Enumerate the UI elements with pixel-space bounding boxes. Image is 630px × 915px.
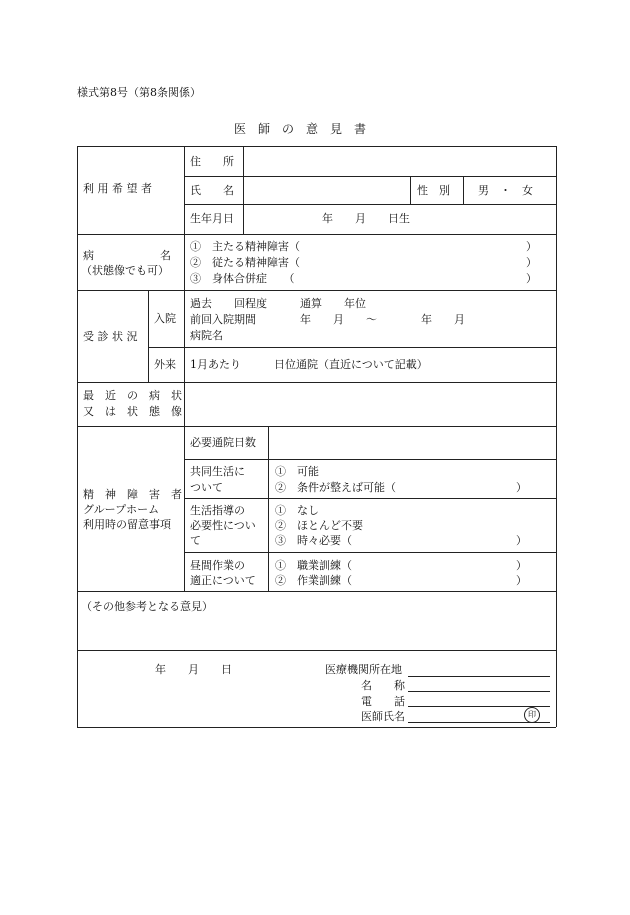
birthdate-value: 年 月 日生: [322, 212, 410, 225]
daytime-option-close: ）: [516, 574, 527, 587]
disease-item-close: ）: [526, 272, 537, 285]
doctor-name-label: 医師氏名: [361, 710, 405, 723]
guidance-label-line: て: [190, 534, 201, 547]
address-label: 住 所: [190, 155, 234, 168]
visit-days-label: 必要通院日数: [190, 436, 256, 449]
disease-item: ② 従たる精神障害（: [190, 256, 300, 269]
guidance-label-line: 生活指導の: [190, 504, 245, 517]
disease-item: ① 主たる精神障害（: [190, 240, 300, 253]
guidance-label-line: 必要性につい: [190, 519, 256, 532]
daytime-label-line: 適正について: [190, 574, 256, 587]
institution-name-line[interactable]: [408, 691, 550, 692]
guidance-option: ② ほとんど不要: [275, 519, 363, 532]
footer-date: 年 月 日: [155, 663, 232, 676]
guidance-option: ① なし: [275, 504, 319, 517]
daytime-label-line: 昼間作業の: [190, 559, 245, 572]
communal-option: ② 条件が整えば可能（: [275, 481, 396, 494]
form-reference: 様式第8号（第8条関係）: [77, 86, 201, 99]
birthdate-label: 生年月日: [190, 212, 234, 225]
communal-label-line: ついて: [190, 481, 223, 494]
daytime-option: ② 作業訓練（: [275, 574, 352, 587]
daytime-option: ① 職業訓練（: [275, 559, 352, 572]
phone-label: 電 話: [361, 695, 405, 708]
institution-address-line[interactable]: [408, 676, 550, 677]
guidance-option: ③ 時々必要（: [275, 534, 352, 547]
name-label: 氏 名: [190, 184, 234, 197]
applicant-section-label: 利 用 希 望 者: [83, 182, 152, 195]
notes-label-line: 精 神 障 害 者: [83, 488, 182, 501]
institution-address-label: 医療機関所在地: [325, 663, 402, 676]
inpatient-line: 過去 回程度 通算 年位: [190, 297, 366, 310]
notes-label-line: グループホーム: [83, 503, 160, 516]
gender-label: 性 別: [417, 184, 450, 197]
disease-item: ③ 身体合併症 （: [190, 272, 295, 285]
daytime-option-close: ）: [516, 559, 527, 572]
disease-item-close: ）: [526, 240, 537, 253]
institution-name-label: 名 称: [361, 679, 405, 692]
disease-label-line2: （状態像でも可）: [81, 264, 169, 277]
communal-option: ① 可能: [275, 465, 319, 478]
inpatient-line: 病院名: [190, 329, 223, 342]
disease-item-close: ）: [526, 256, 537, 269]
outpatient-text: 1月あたり 日位通院（直近について記載）: [190, 358, 428, 371]
seal-mark: 印: [524, 707, 540, 723]
consult-section-label: 受 診 状 況: [83, 330, 138, 343]
communal-option-close: ）: [516, 481, 527, 494]
notes-label-line: 利用時の留意事項: [83, 518, 171, 531]
document-title: 医 師 の 意 見 書: [234, 122, 367, 136]
inpatient-line: 前回入院期間 年 月 ～ 年 月: [190, 313, 465, 326]
recent-label-line1: 最 近 の 病 状: [83, 389, 182, 402]
inpatient-label: 入院: [154, 312, 176, 325]
recent-label-line2: 又 は 状 態 像: [83, 405, 182, 418]
disease-label-line1: 病 名: [83, 249, 171, 262]
gender-options: 男 ・ 女: [478, 184, 533, 197]
guidance-option-close: ）: [516, 534, 527, 547]
other-opinion-label: （その他参考となる意見）: [81, 600, 213, 613]
communal-label-line: 共同生活に: [190, 465, 245, 478]
outpatient-label: 外来: [154, 358, 176, 371]
